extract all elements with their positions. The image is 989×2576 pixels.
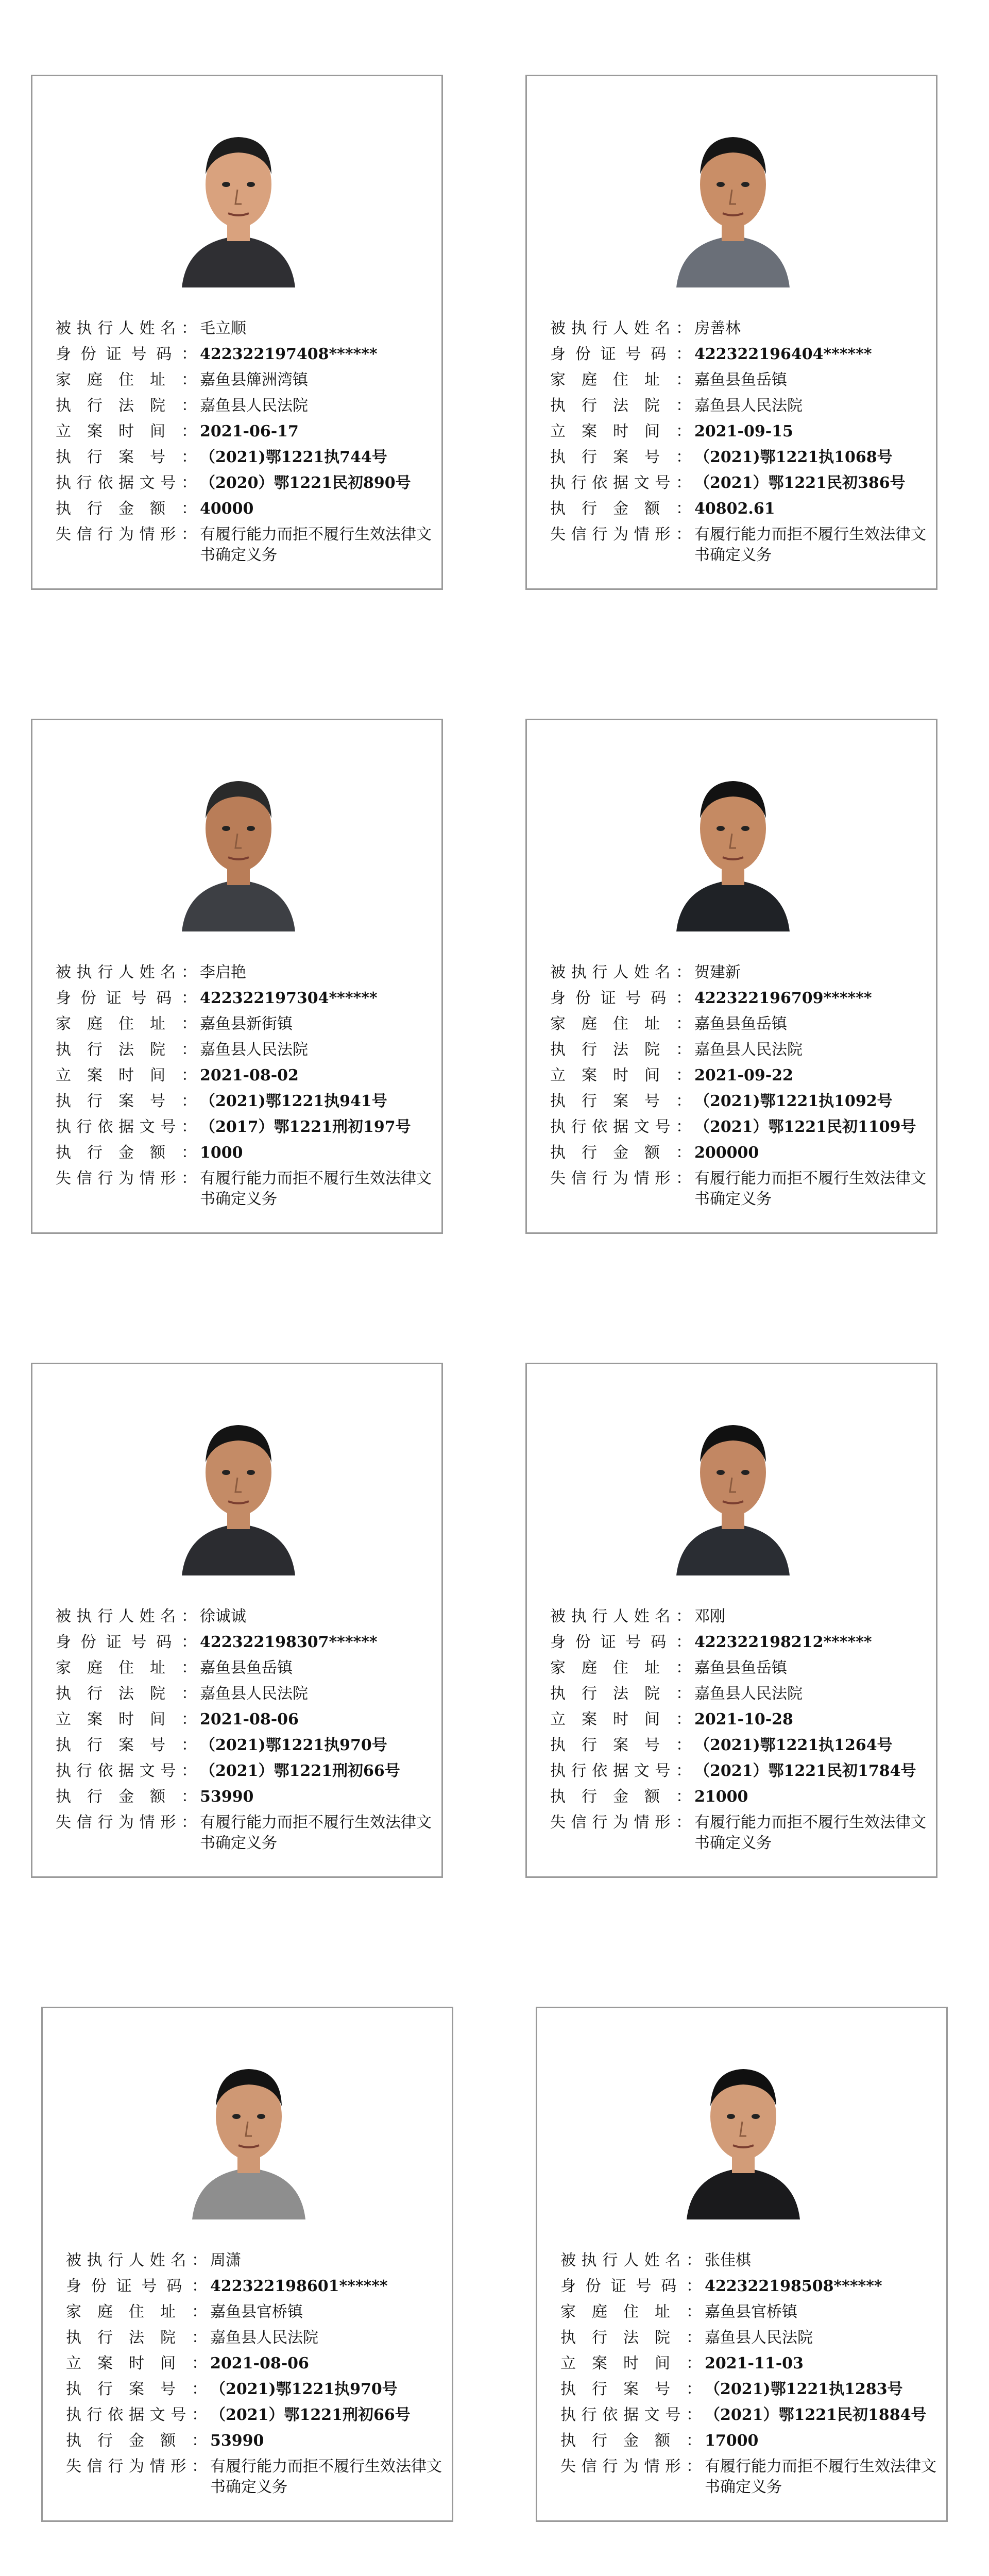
field-row-court (550, 393, 926, 419)
field-value-name: 房善林 (694, 319, 741, 337)
field-row-address (56, 1655, 432, 1681)
field-label-date: 立案时间： (550, 1710, 691, 1728)
field-value-conduct: 有履行能力而拒不履行生效法律文书确定义务 (210, 2458, 442, 2496)
field-value-date: 2021-08-06 (210, 2354, 309, 2372)
field-value-case: （2021)鄂1221执941号 (200, 1092, 387, 1110)
field-value-address: 嘉鱼县鱼岳镇 (694, 371, 787, 389)
portrait-photo (666, 1400, 800, 1575)
field-label-case: 执行案号： (560, 2380, 702, 2398)
field-value-basis: （2021）鄂1221民初1109号 (694, 1118, 916, 1136)
field-value-date: 2021-10-28 (694, 1710, 793, 1728)
field-label-basis: 执行依据文号： (560, 2406, 702, 2424)
defaulter-info (56, 316, 432, 566)
defaulter-info (560, 2248, 936, 2498)
field-row-address (550, 1011, 926, 1037)
field-label-address: 家庭住址： (560, 2303, 702, 2321)
field-value-conduct: 有履行能力而拒不履行生效法律文书确定义务 (200, 526, 432, 564)
field-row-name (560, 2248, 936, 2274)
field-label-name: 被执行人姓名： (560, 2251, 702, 2269)
field-row-amount (550, 1784, 926, 1810)
field-label-id: 身份证号码： (56, 1633, 197, 1651)
field-label-address: 家庭住址： (550, 1015, 691, 1033)
field-label-amount: 执行金额： (66, 2432, 207, 2450)
field-row-amount (56, 1784, 432, 1810)
field-value-name: 贺建新 (694, 963, 741, 981)
field-label-id: 身份证号码： (66, 2277, 207, 2295)
field-row-conduct (550, 1810, 926, 1854)
field-label-address: 家庭住址： (56, 1659, 197, 1677)
field-row-name (550, 960, 926, 986)
field-label-address: 家庭住址： (56, 371, 197, 389)
field-label-basis: 执行依据文号： (56, 474, 197, 492)
field-row-name (550, 1604, 926, 1630)
field-label-name: 被执行人姓名： (56, 319, 197, 337)
field-label-address: 家庭住址： (550, 1659, 691, 1677)
field-row-conduct (560, 2454, 936, 2498)
field-value-case: （2021)鄂1221执1092号 (694, 1092, 893, 1110)
field-value-amount: 1000 (200, 1144, 243, 1162)
field-row-date (56, 1707, 432, 1733)
field-row-conduct (56, 522, 432, 566)
defaulter-info (550, 1604, 926, 1854)
field-label-conduct: 失信行为情形： (550, 526, 691, 544)
field-row-basis (56, 1758, 432, 1784)
field-label-id: 身份证号码： (550, 1633, 691, 1651)
field-row-date (550, 1063, 926, 1089)
field-value-address: 嘉鱼县官桥镇 (210, 2303, 303, 2321)
field-label-id: 身份证号码： (56, 989, 197, 1007)
field-label-conduct: 失信行为情形： (550, 1814, 691, 1832)
field-value-basis: （2021）鄂1221刑初66号 (200, 1762, 400, 1780)
defaulter-info (550, 960, 926, 1210)
field-row-conduct (66, 2454, 442, 2498)
field-row-id (550, 986, 926, 1011)
field-value-court: 嘉鱼县人民法院 (210, 2329, 318, 2347)
field-label-case: 执行案号： (56, 448, 197, 466)
field-label-amount: 执行金额： (550, 1144, 691, 1162)
field-value-basis: （2017）鄂1221刑初197号 (200, 1118, 411, 1136)
field-value-id: 422322198508****** (705, 2277, 882, 2295)
defaulter-card (31, 1363, 443, 1878)
field-label-court: 执行法院： (560, 2329, 702, 2347)
field-row-court (66, 2325, 442, 2351)
field-row-case (56, 445, 432, 470)
portrait-photo (172, 1400, 305, 1575)
defaulter-card (525, 719, 937, 1234)
field-value-name: 张佳棋 (705, 2251, 751, 2269)
field-row-date (550, 419, 926, 445)
field-value-address: 嘉鱼县鱼岳镇 (694, 1015, 787, 1033)
field-row-conduct (550, 522, 926, 566)
field-label-name: 被执行人姓名： (550, 963, 691, 981)
field-label-basis: 执行依据文号： (66, 2406, 207, 2424)
field-label-name: 被执行人姓名： (550, 1607, 691, 1625)
field-label-court: 执行法院： (550, 1041, 691, 1059)
field-value-date: 2021-11-03 (705, 2354, 804, 2372)
field-value-date: 2021-06-17 (200, 422, 299, 440)
defaulter-card (41, 2007, 453, 2522)
field-label-date: 立案时间： (56, 1066, 197, 1084)
field-value-id: 422322198601****** (210, 2277, 388, 2295)
field-row-address (550, 1655, 926, 1681)
field-label-date: 立案时间： (550, 1066, 691, 1084)
field-value-address: 嘉鱼县簰洲湾镇 (200, 371, 308, 389)
field-row-court (550, 1037, 926, 1063)
field-row-case (56, 1089, 432, 1114)
field-value-amount: 21000 (694, 1788, 748, 1806)
field-row-amount (550, 496, 926, 522)
defaulter-info (550, 316, 926, 566)
field-value-address: 嘉鱼县新街镇 (200, 1015, 293, 1033)
field-value-court: 嘉鱼县人民法院 (705, 2329, 813, 2347)
field-value-name: 毛立顺 (200, 319, 246, 337)
field-row-case (56, 1733, 432, 1758)
field-row-basis (66, 2402, 442, 2428)
field-label-id: 身份证号码： (560, 2277, 702, 2295)
field-row-case (550, 1089, 926, 1114)
field-value-name: 李启艳 (200, 963, 246, 981)
field-row-basis (560, 2402, 936, 2428)
field-row-amount (56, 496, 432, 522)
field-label-date: 立案时间： (56, 422, 197, 440)
field-row-date (550, 1707, 926, 1733)
field-value-address: 嘉鱼县鱼岳镇 (694, 1659, 787, 1677)
field-label-date: 立案时间： (66, 2354, 207, 2372)
field-value-name: 邓刚 (694, 1607, 725, 1625)
field-row-basis (56, 470, 432, 496)
field-label-court: 执行法院： (550, 1685, 691, 1703)
field-value-id: 422322198212****** (694, 1633, 872, 1651)
field-value-address: 嘉鱼县鱼岳镇 (200, 1659, 293, 1677)
field-row-address (56, 1011, 432, 1037)
field-value-basis: （2021）鄂1221民初1884号 (705, 2406, 927, 2424)
field-row-address (56, 367, 432, 393)
field-row-amount (560, 2428, 936, 2454)
field-label-conduct: 失信行为情形： (56, 1814, 197, 1832)
field-value-name: 周潇 (210, 2251, 241, 2269)
field-value-basis: （2021）鄂1221民初1784号 (694, 1762, 916, 1780)
field-row-basis (550, 1758, 926, 1784)
field-value-case: （2021)鄂1221执1264号 (694, 1736, 893, 1754)
field-value-id: 422322196709****** (694, 989, 872, 1007)
defaulter-card (525, 1363, 937, 1878)
field-label-name: 被执行人姓名： (550, 319, 691, 337)
field-label-id: 身份证号码： (550, 989, 691, 1007)
field-value-amount: 17000 (705, 2432, 759, 2450)
field-label-conduct: 失信行为情形： (550, 1170, 691, 1188)
defaulter-card (525, 75, 937, 590)
field-row-case (550, 445, 926, 470)
defaulter-info (56, 960, 432, 1210)
field-label-basis: 执行依据文号： (56, 1762, 197, 1780)
field-row-case (560, 2377, 936, 2402)
field-row-id (66, 2274, 442, 2299)
field-label-amount: 执行金额： (56, 500, 197, 518)
portrait-photo (172, 112, 305, 287)
field-value-amount: 40000 (200, 500, 254, 518)
field-row-court (550, 1681, 926, 1707)
field-value-basis: （2020）鄂1221民初890号 (200, 474, 411, 492)
field-row-amount (550, 1140, 926, 1166)
field-value-court: 嘉鱼县人民法院 (200, 1685, 308, 1703)
field-label-amount: 执行金额： (56, 1144, 197, 1162)
field-row-id (550, 342, 926, 367)
defaulter-card (31, 719, 443, 1234)
field-value-case: （2021)鄂1221执1068号 (694, 448, 893, 466)
field-value-court: 嘉鱼县人民法院 (694, 1685, 803, 1703)
field-label-date: 立案时间： (56, 1710, 197, 1728)
field-row-basis (550, 1114, 926, 1140)
field-value-address: 嘉鱼县官桥镇 (705, 2303, 797, 2321)
field-row-address (66, 2299, 442, 2325)
field-value-basis: （2021）鄂1221民初386号 (694, 474, 906, 492)
field-row-amount (66, 2428, 442, 2454)
defaulter-card (536, 2007, 948, 2522)
field-value-conduct: 有履行能力而拒不履行生效法律文书确定义务 (694, 526, 926, 564)
field-value-name: 徐诚诚 (200, 1607, 246, 1625)
field-value-case: （2021)鄂1221执970号 (210, 2380, 398, 2398)
field-value-court: 嘉鱼县人民法院 (694, 397, 803, 415)
field-row-address (560, 2299, 936, 2325)
field-value-case: （2021)鄂1221执744号 (200, 448, 387, 466)
field-label-conduct: 失信行为情形： (560, 2458, 702, 2476)
field-row-id (56, 342, 432, 367)
field-label-conduct: 失信行为情形： (56, 1170, 197, 1188)
field-value-id: 422322198307****** (200, 1633, 378, 1651)
field-label-amount: 执行金额： (56, 1788, 197, 1806)
field-label-case: 执行案号： (66, 2380, 207, 2398)
field-value-basis: （2021）鄂1221刑初66号 (210, 2406, 411, 2424)
field-label-court: 执行法院： (550, 397, 691, 415)
field-row-date (66, 2351, 442, 2377)
field-value-conduct: 有履行能力而拒不履行生效法律文书确定义务 (694, 1170, 926, 1208)
field-value-case: （2021)鄂1221执1283号 (705, 2380, 903, 2398)
field-row-id (56, 1630, 432, 1655)
field-row-id (56, 986, 432, 1011)
field-label-case: 执行案号： (56, 1092, 197, 1110)
defaulter-info (66, 2248, 442, 2498)
field-label-name: 被执行人姓名： (56, 963, 197, 981)
field-label-court: 执行法院： (56, 1685, 197, 1703)
field-label-case: 执行案号： (550, 448, 691, 466)
field-value-amount: 53990 (210, 2432, 264, 2450)
field-label-conduct: 失信行为情形： (66, 2458, 207, 2476)
defaulter-info (56, 1604, 432, 1854)
field-value-conduct: 有履行能力而拒不履行生效法律文书确定义务 (200, 1814, 432, 1852)
field-label-name: 被执行人姓名： (66, 2251, 207, 2269)
field-row-name (66, 2248, 442, 2274)
field-label-court: 执行法院： (56, 1041, 197, 1059)
field-row-name (56, 960, 432, 986)
field-row-date (56, 419, 432, 445)
field-value-conduct: 有履行能力而拒不履行生效法律文书确定义务 (200, 1170, 432, 1208)
field-label-date: 立案时间： (560, 2354, 702, 2372)
field-row-date (560, 2351, 936, 2377)
portrait-photo (666, 112, 800, 287)
field-row-name (550, 316, 926, 342)
field-row-court (56, 393, 432, 419)
field-label-court: 执行法院： (56, 397, 197, 415)
field-value-date: 2021-08-02 (200, 1066, 299, 1084)
field-value-amount: 53990 (200, 1788, 254, 1806)
field-label-basis: 执行依据文号： (550, 1118, 691, 1136)
portrait-photo (676, 2044, 810, 2219)
field-value-date: 2021-08-06 (200, 1710, 299, 1728)
field-label-amount: 执行金额： (560, 2432, 702, 2450)
field-row-date (56, 1063, 432, 1089)
field-row-case (550, 1733, 926, 1758)
field-row-conduct (56, 1810, 432, 1854)
field-row-basis (550, 470, 926, 496)
field-label-amount: 执行金额： (550, 500, 691, 518)
field-value-court: 嘉鱼县人民法院 (200, 1041, 308, 1059)
field-label-amount: 执行金额： (550, 1788, 691, 1806)
field-label-name: 被执行人姓名： (56, 1607, 197, 1625)
field-row-id (560, 2274, 936, 2299)
field-row-court (56, 1037, 432, 1063)
field-value-conduct: 有履行能力而拒不履行生效法律文书确定义务 (705, 2458, 936, 2496)
field-row-case (66, 2377, 442, 2402)
field-label-id: 身份证号码： (56, 345, 197, 363)
field-value-id: 422322196404****** (694, 345, 872, 363)
field-value-amount: 200000 (694, 1144, 759, 1162)
field-label-case: 执行案号： (550, 1736, 691, 1754)
field-label-case: 执行案号： (550, 1092, 691, 1110)
field-row-id (550, 1630, 926, 1655)
field-label-address: 家庭住址： (550, 371, 691, 389)
field-label-address: 家庭住址： (66, 2303, 207, 2321)
field-row-court (56, 1681, 432, 1707)
field-value-date: 2021-09-15 (694, 422, 793, 440)
field-row-amount (56, 1140, 432, 1166)
field-value-conduct: 有履行能力而拒不履行生效法律文书确定义务 (694, 1814, 926, 1852)
field-value-id: 422322197408****** (200, 345, 378, 363)
field-row-basis (56, 1114, 432, 1140)
portrait-photo (666, 756, 800, 931)
field-label-conduct: 失信行为情形： (56, 526, 197, 544)
field-value-case: （2021)鄂1221执970号 (200, 1736, 387, 1754)
field-label-basis: 执行依据文号： (56, 1118, 197, 1136)
field-row-address (550, 367, 926, 393)
field-label-date: 立案时间： (550, 422, 691, 440)
field-row-conduct (550, 1166, 926, 1210)
field-row-court (560, 2325, 936, 2351)
field-label-basis: 执行依据文号： (550, 1762, 691, 1780)
field-label-id: 身份证号码： (550, 345, 691, 363)
field-label-basis: 执行依据文号： (550, 474, 691, 492)
field-label-address: 家庭住址： (56, 1015, 197, 1033)
field-value-court: 嘉鱼县人民法院 (694, 1041, 803, 1059)
field-value-court: 嘉鱼县人民法院 (200, 397, 308, 415)
portrait-photo (172, 756, 305, 931)
field-value-date: 2021-09-22 (694, 1066, 793, 1084)
field-row-name (56, 1604, 432, 1630)
field-label-court: 执行法院： (66, 2329, 207, 2347)
field-row-name (56, 316, 432, 342)
defaulter-card (31, 75, 443, 590)
field-value-id: 422322197304****** (200, 989, 378, 1007)
field-value-amount: 40802.61 (694, 500, 775, 518)
portrait-photo (182, 2044, 316, 2219)
field-row-conduct (56, 1166, 432, 1210)
field-label-case: 执行案号： (56, 1736, 197, 1754)
